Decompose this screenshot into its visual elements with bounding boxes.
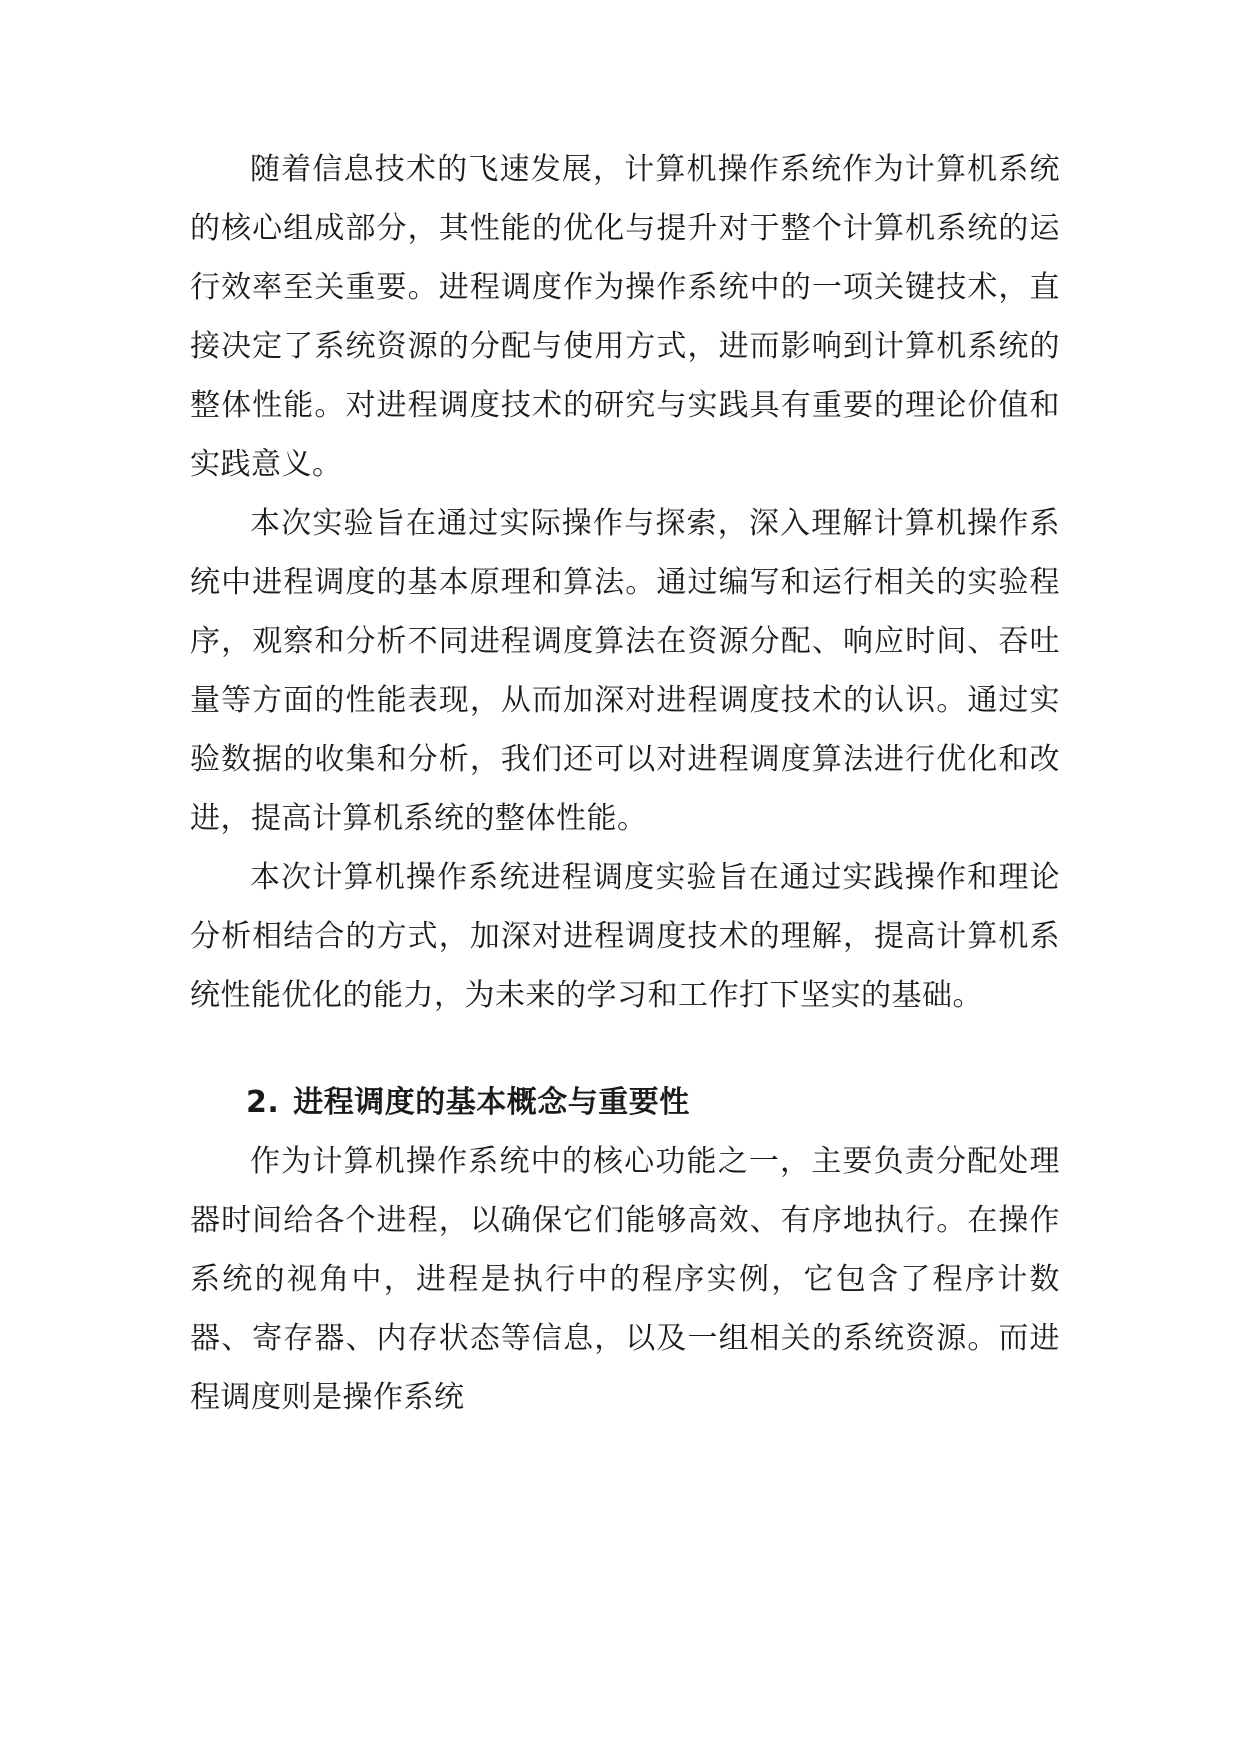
document-page [190, 140, 1060, 1427]
section-heading [190, 1073, 1060, 1132]
section-title: 进程调度的基本概念与重要性 [293, 1085, 690, 1120]
section-number: 2. [246, 1085, 280, 1120]
intro-paragraph-1: 随着信息技术的飞速发展，计算机操作系统作为计算机系统的核心组成部分，其性能的优化与提升对于整个计算机系统的运行效率至关重要。进程调度作为操作系统中的一项关键技术，直接决定了系统资源的分配与使用方式，进而影响到计算机系统的整体性能。对进程调度技术的研究与实践具有重要的理论价值和实践意义。 [190, 152, 1060, 482]
section-paragraph-1: 作为计算机操作系统中的核心功能之一，主要负责分配处理器时间给各个进程，以确保它们能够高效、有序地执行。在操作系统的视角中，进程是执行中的程序实例，它包含了程序计数器、寄存器、内存状态等信息，以及一组相关的系统资源。而进程调度则是操作系统 [190, 1144, 1060, 1415]
intro-paragraph-2: 本次实验旨在通过实际操作与探索，深入理解计算机操作系统中进程调度的基本原理和算法。通过编写和运行相关的实验程序，观察和分析不同进程调度算法在资源分配、响应时间、吞吐量等方面的性能表现，从而加深对进程调度技术的认识。通过实验数据的收集和分析，我们还可以对进程调度算法进行优化和改进，提高计算机系统的整体性能。 [190, 506, 1060, 836]
intro-paragraph-3: 本次计算机操作系统进程调度实验旨在通过实践操作和理论分析相结合的方式，加深对进程调度技术的理解，提高计算机系统性能优化的能力，为未来的学习和工作打下坚实的基础。 [190, 860, 1060, 1013]
